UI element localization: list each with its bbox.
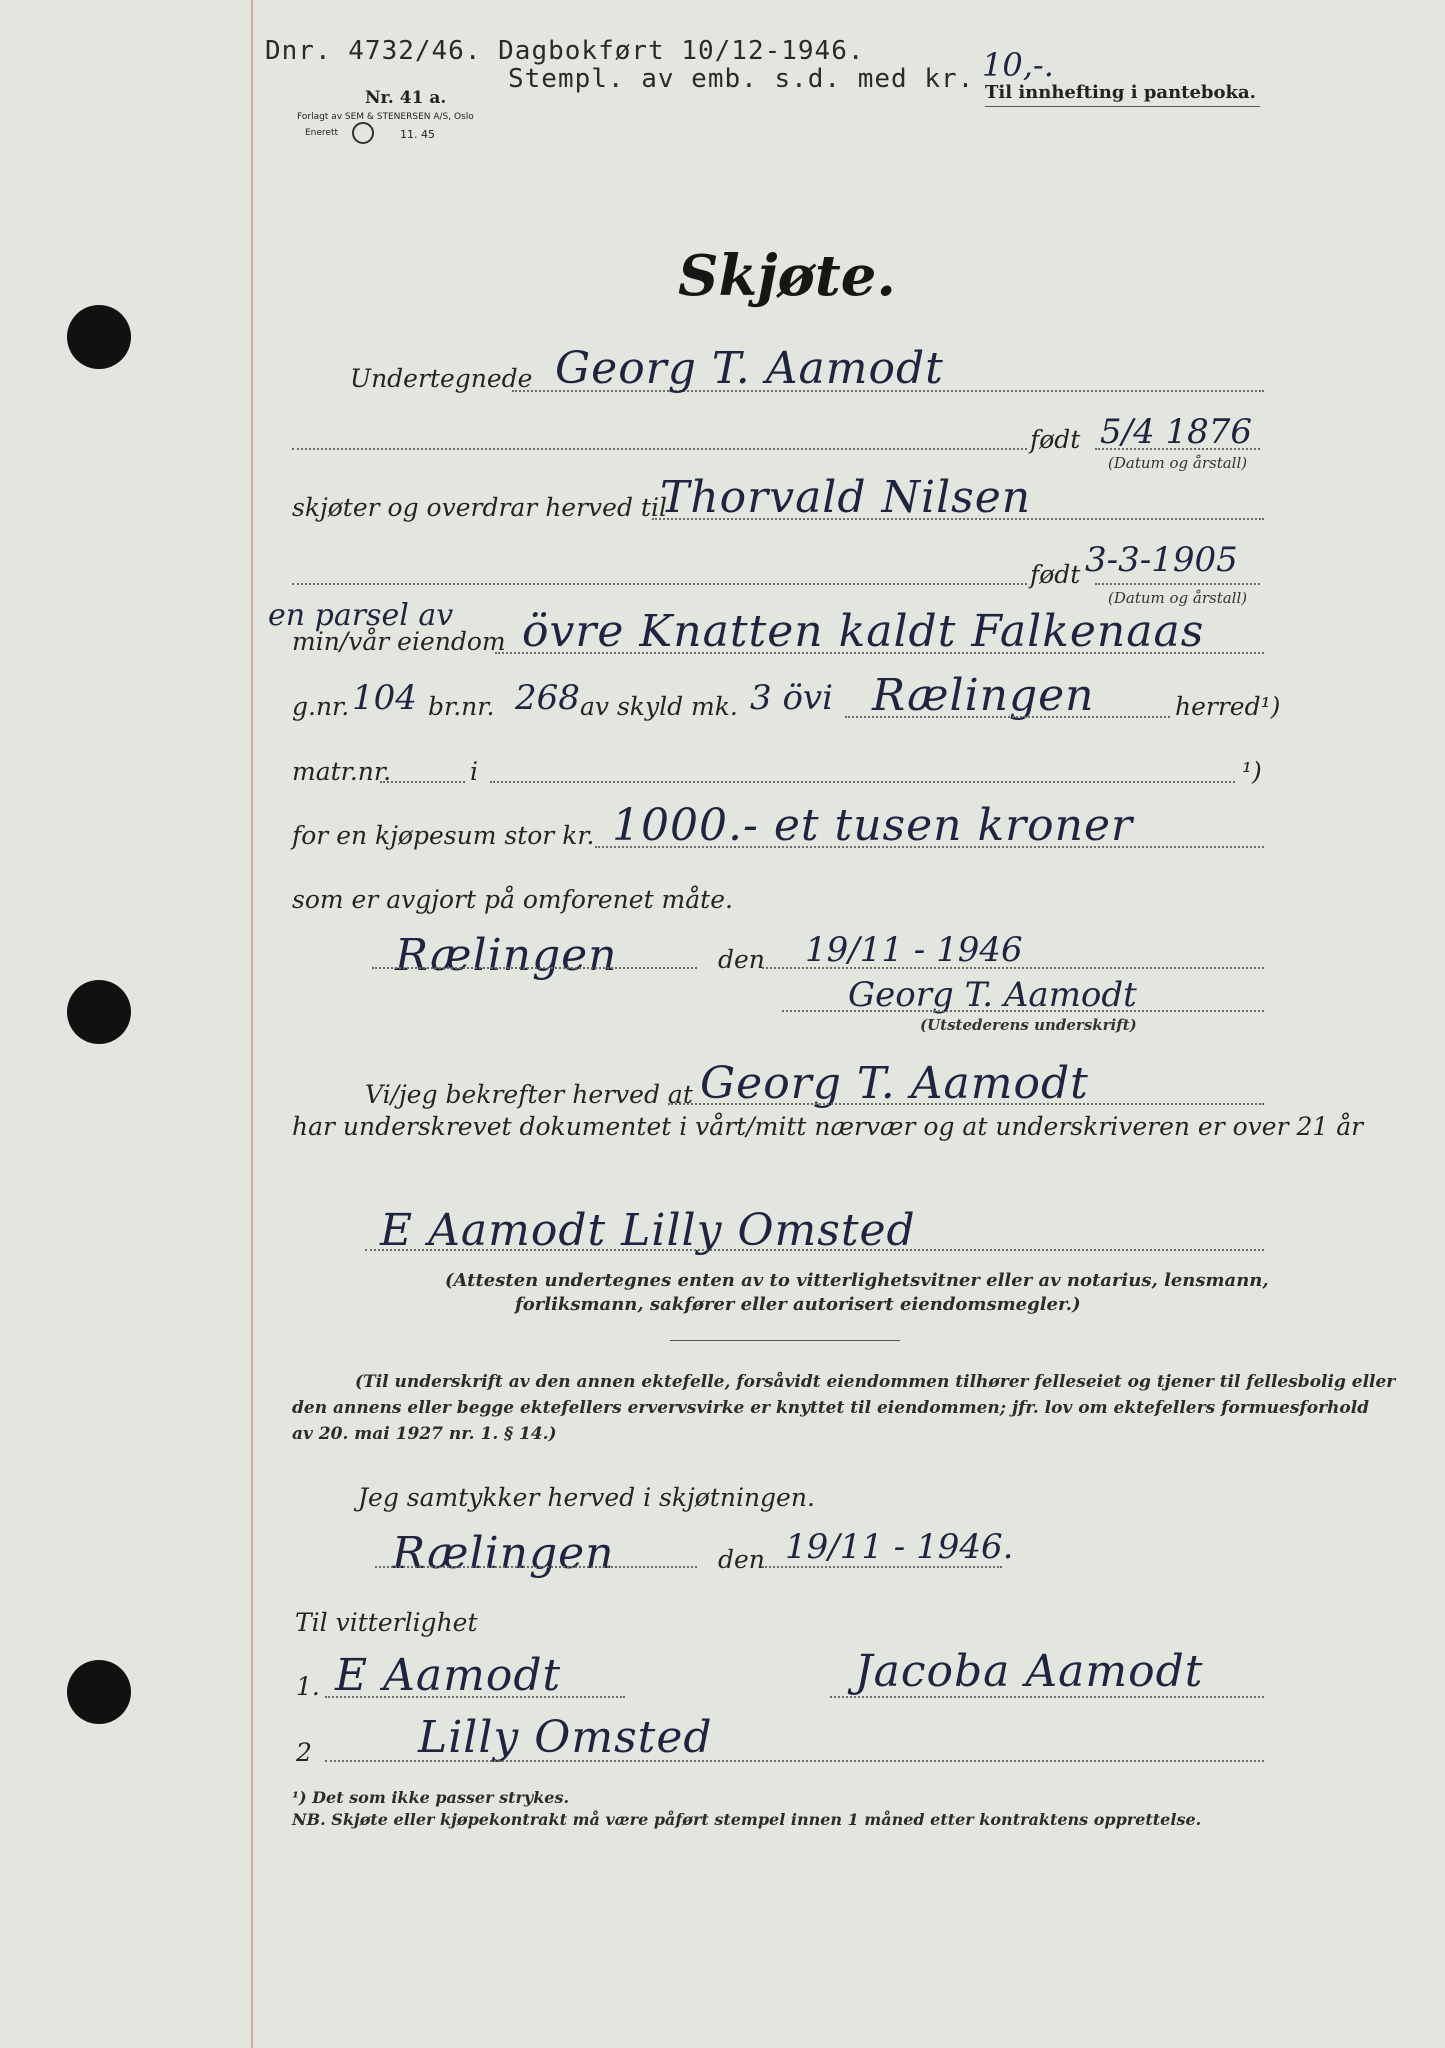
dotted-line <box>375 1566 697 1568</box>
seller-name: Georg T. Aamodt <box>555 343 944 394</box>
dotted-line <box>292 448 1027 450</box>
confirm-name: Georg T. Aamodt <box>700 1058 1089 1109</box>
dotted-line <box>325 1760 1264 1762</box>
diary-line: Dnr. 4732/46. Dagbokført 10/12-1946. <box>265 36 865 66</box>
dotted-line <box>1095 583 1260 585</box>
witness-2-name: Lilly Omsted <box>418 1712 713 1763</box>
margin-rule <box>251 0 253 2048</box>
skyld-value: 3 övi <box>750 678 833 718</box>
attest-note-1: (Attesten undertegnes enten av to vitterlighetsvitner eller av notarius, lensmann, <box>445 1270 1269 1291</box>
stamp-amount: 10,-. <box>982 46 1054 84</box>
buyer-name: Thorvald Nilsen <box>660 472 1032 523</box>
witness-1-name: E Aamodt <box>335 1650 562 1701</box>
dotted-line <box>292 583 1027 585</box>
brnr-label: br.nr. <box>428 692 495 721</box>
issuer-caption: (Utstederens underskrift) <box>920 1016 1137 1034</box>
dotted-line <box>762 967 1264 969</box>
confirm-text: har underskrevet dokumentet i vårt/mitt nærvær og at underskriveren er over 21 år <box>292 1112 1364 1141</box>
dotted-line <box>1095 448 1260 450</box>
spouse-note-2: den annens eller begge ektefellers ervervsvirke er knyttet til eiendommen; jfr. lov om ektefellers formuesforhold <box>292 1398 1370 1418</box>
fodt-label-2: født <box>1030 560 1081 589</box>
dotted-line <box>365 1249 1264 1251</box>
dotted-line <box>490 781 1235 783</box>
herred-value: Rælingen <box>872 670 1095 721</box>
confirm-label: Vi/jeg bekrefter herved at <box>365 1080 693 1109</box>
publisher-line: Forlagt av SEM & STENERSEN A/S, Oslo <box>297 112 474 122</box>
footnote-2: NB. Skjøte eller kjøpekontrakt må være påført stempel innen 1 måned etter kontraktens opprettelse. <box>292 1810 1202 1829</box>
dotted-line <box>830 1696 1264 1698</box>
publisher-logo <box>352 122 374 144</box>
kjopesum-value: 1000.- et tusen kroner <box>612 800 1134 851</box>
spouse-signature: Jacoba Aamodt <box>855 1646 1204 1697</box>
omforent-text: som er avgjort på omforenet måte. <box>292 885 733 914</box>
matr-i-label: i <box>470 757 478 786</box>
footnote-1: ¹) Det som ikke passer strykes. <box>292 1788 570 1807</box>
matr-suffix: ¹) <box>1242 757 1262 786</box>
den-label-1: den <box>718 945 765 974</box>
form-number: Nr. 41 a. <box>365 88 447 108</box>
seller-birthdate: 5/4 1876 <box>1100 412 1253 452</box>
gnr-value: 104 <box>352 678 417 718</box>
kjopesum-label: for en kjøpesum stor kr. <box>292 821 595 850</box>
buyer-birthdate: 3-3-1905 <box>1085 540 1238 580</box>
datum-hint: (Datum og årstall) <box>1108 454 1248 472</box>
matr-label: matr.nr. <box>292 757 392 786</box>
dotted-line <box>372 967 697 969</box>
dotted-line <box>845 716 1170 718</box>
witness-1-number: 1. <box>296 1672 320 1701</box>
inserted-parcel-text: en parsel av <box>268 598 454 633</box>
undertegnede-label: Undertegnede <box>350 364 533 393</box>
eiendom-label: min/vår eiendom <box>292 627 506 656</box>
publisher-date: 11. 45 <box>400 128 435 141</box>
consent-text: Jeg samtykker herved i skjøtningen. <box>358 1483 815 1512</box>
stamp-line: Stempl. av emb. s.d. med kr. <box>508 64 975 94</box>
issuer-signature: Georg T. Aamodt <box>848 975 1137 1015</box>
place-1: Rælingen <box>395 930 618 981</box>
attest-note-2: forliksmann, sakfører eller autorisert eiendomsmegler.) <box>515 1294 1081 1315</box>
brnr-value: 268 <box>515 678 580 718</box>
herred-label: herred¹) <box>1175 692 1281 721</box>
document-title: Skjøte. <box>678 243 896 309</box>
datum-hint-2: (Datum og årstall) <box>1108 589 1248 607</box>
fodt-label: født <box>1030 425 1081 454</box>
vitterlighet-label: Til vitterlighet <box>295 1608 478 1637</box>
gnr-label: g.nr. <box>292 692 350 721</box>
spouse-note-1: (Til underskrift av den annen ektefelle, forsåvidt eiendommen tilhører felleseiet og tjener til fellesbolig eller <box>355 1372 1396 1392</box>
property-name: övre Knatten kaldt Falkenaas <box>522 606 1205 657</box>
punch-hole <box>67 305 131 369</box>
publisher-rights: Enerett <box>305 128 339 138</box>
dotted-line <box>668 1103 1264 1105</box>
dotted-line <box>782 1010 1264 1012</box>
witness-2-number: 2 <box>296 1738 312 1767</box>
transfer-label: skjøter og overdrar herved til <box>292 493 667 522</box>
date-2: 19/11 - 1946. <box>785 1527 1014 1567</box>
place-2: Rælingen <box>392 1528 615 1579</box>
witness-signatures: E Aamodt Lilly Omsted <box>380 1205 916 1256</box>
punch-hole <box>67 1660 131 1724</box>
panteboka-underline <box>985 106 1260 107</box>
spouse-note-3: av 20. mai 1927 nr. 1. § 14.) <box>292 1424 557 1444</box>
punch-hole <box>67 980 131 1044</box>
section-divider <box>670 1340 900 1341</box>
dotted-line <box>762 1566 1002 1568</box>
panteboka-note: Til innhefting i panteboka. <box>985 82 1256 103</box>
date-1: 19/11 - 1946 <box>805 930 1023 970</box>
dotted-line <box>380 781 465 783</box>
skyld-label: av skyld mk. <box>580 692 738 721</box>
den-label-2: den <box>718 1545 765 1574</box>
dotted-line <box>325 1696 625 1698</box>
